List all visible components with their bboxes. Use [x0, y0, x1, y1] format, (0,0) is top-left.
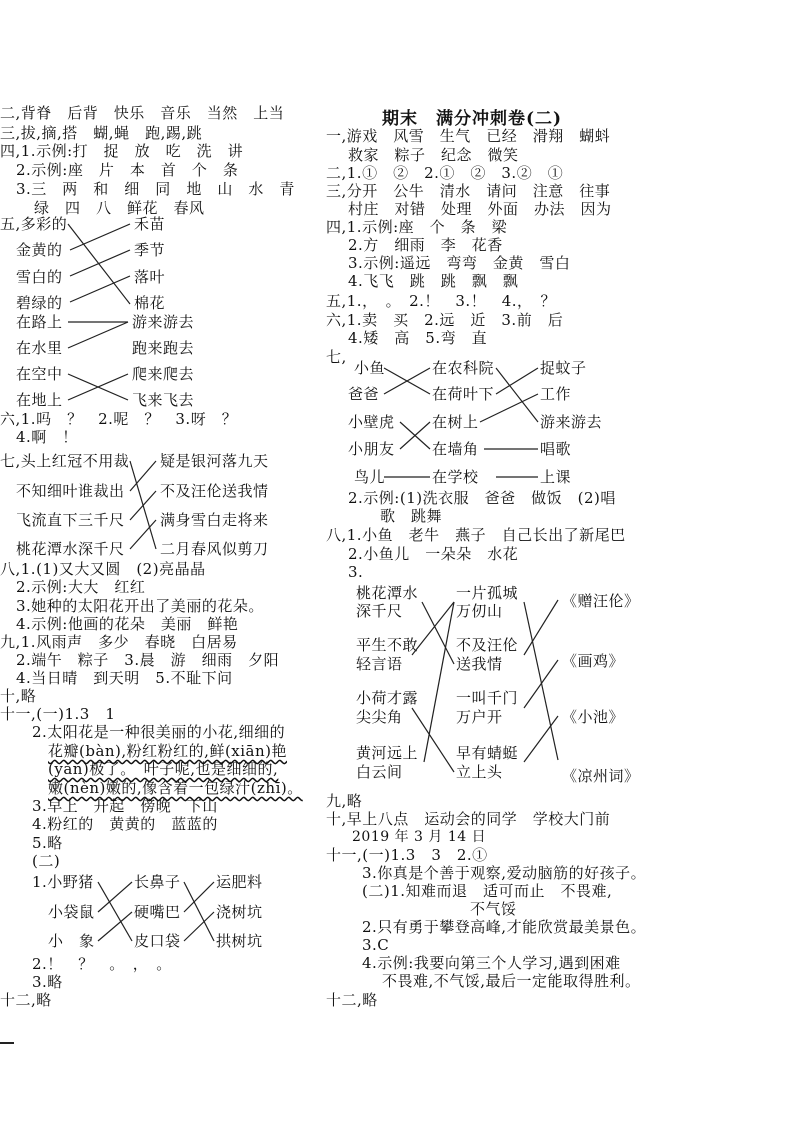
animal-right-1: 运肥料 — [216, 873, 263, 891]
match2-left-2: 在水里 — [16, 339, 63, 357]
q1-6: 尖尖角 — [356, 708, 403, 726]
q11-2-answer: 2.太阳花是一种很美丽的小花,细细的 — [32, 723, 286, 741]
animal-mid-3: 皮口袋 — [134, 932, 181, 950]
r-q4-3-answer: 3.示例:遥远 弯弯 金黄 雪白 — [348, 254, 571, 272]
q1-8: 白云间 — [356, 763, 403, 781]
match1-right-2: 季节 — [134, 241, 166, 259]
q4-3-answer: 3.三 两 和 细 同 地 山 水 青 — [16, 180, 295, 198]
page-edge-mark — [0, 1042, 14, 1044]
q11-1-answer: 十一,(一)1.3 1 — [0, 705, 116, 723]
match1-left-4: 碧绿的 — [16, 294, 63, 312]
r-q11-part2-2-answer: 2.只有勇于攀登高峰,才能欣赏最美景色。 — [362, 918, 647, 936]
q9-1-answer: 九,1.风雨声 多少 春晓 白居易 — [0, 633, 238, 651]
match-line — [496, 368, 538, 422]
q2-4: 送我情 — [456, 655, 503, 673]
poem-right-3: 满身雪白走将来 — [160, 511, 269, 529]
match2-right-3: 爬来爬去 — [132, 365, 195, 383]
match-line — [184, 882, 214, 941]
s1-2: 爸爸 — [348, 385, 380, 403]
animal-left-2: 小袋鼠 — [48, 903, 95, 921]
match2-right-1: 游来游去 — [132, 313, 195, 331]
match-line — [98, 882, 132, 941]
match-line — [130, 491, 156, 520]
match-line — [68, 322, 128, 348]
s2-4: 在墙角 — [432, 440, 479, 458]
q10-answer: 十,略 — [0, 687, 37, 705]
match-line — [422, 602, 454, 664]
s3-3: 游来游去 — [540, 413, 603, 431]
match-line — [184, 912, 214, 941]
q6-answer: 六,1.吗 ？ 2.呢 ？ 3.呀 ？ — [0, 410, 238, 428]
q11-2-answer-cont1: 花瓣(bàn),粉红粉红的,鲜(xiān)艳 — [48, 742, 288, 760]
r-q7-2-answer-cont: 歌 跳舞 — [380, 507, 443, 525]
r-q11-part2-1-cont: 不气馁 — [470, 900, 517, 918]
match1-right-4: 棉花 — [134, 294, 166, 312]
q2-1: 一片孤城 — [456, 584, 519, 602]
q2-3: 不及汪伦 — [456, 636, 519, 654]
r-q11-part2-4-answer: 4.示例:我要向第三个人学习,遇到困难 — [362, 954, 621, 972]
q11-3-answer: 3.早上 开起 傍晚 下山 — [32, 797, 218, 815]
q1-7: 黄河远上 — [356, 744, 419, 762]
q2-6: 万户开 — [456, 708, 503, 726]
q8-3-answer: 3.她种的太阳花开出了美丽的花朵。 — [16, 597, 264, 615]
q11-2-answer-cont3: 嫩(nèn)嫩的,像含着一包绿汁(zhī)。 — [48, 779, 303, 797]
match1-right-3: 落叶 — [134, 268, 166, 286]
q11-5-answer: 5.略 — [32, 834, 63, 852]
q11-part2-label: (二) — [32, 852, 61, 870]
r-q4-1-answer: 四,1.示例:座 个 条 梁 — [326, 218, 508, 236]
r-q7-label: 七, — [326, 348, 347, 366]
r-q11-part2-1-answer: (二)1.知难而退 适可而止 不畏难, — [362, 882, 613, 900]
q8-4-answer: 4.示例:他画的花朵 美丽 鲜艳 — [16, 615, 239, 633]
r-q8-3-label: 3. — [348, 563, 364, 581]
s2-2: 在荷叶下 — [432, 385, 495, 403]
s1-4: 小朋友 — [348, 440, 395, 458]
r-q1-answer: 一,游戏 风雪 生气 已经 滑翔 蝴蚪 — [326, 127, 611, 145]
q8-2-answer: 2.示例:大大 红红 — [16, 578, 146, 596]
r-q11-1-answer: 十一,(一)1.3 3 2.① — [326, 846, 488, 864]
q1-2: 深千尺 — [356, 602, 403, 620]
s1-3: 小壁虎 — [348, 413, 395, 431]
r-q11-3-answer: 3.你真是个善于观察,爱动脑筋的好孩子。 — [362, 864, 647, 882]
match-line — [424, 602, 454, 762]
match-line — [184, 882, 214, 912]
poem-left-1: 七,头上红冠不用裁 — [0, 452, 130, 470]
q8-1-answer: 八,1.(1)又大又圆 (2)亮晶晶 — [0, 560, 206, 578]
q2-2: 万仞山 — [456, 602, 503, 620]
q2-answer: 二,背脊 后背 快乐 音乐 当然 上当 — [0, 104, 285, 122]
match-line — [524, 660, 558, 708]
match-line — [70, 276, 130, 302]
match1-left-3: 雪白的 — [16, 268, 63, 286]
q11-2-answer-cont2: (yàn)极了。 叶子呢,也是细细的, — [48, 760, 279, 778]
q3-answer: 三,拔,摘,搭 蝴,蝇 跑,踢,跳 — [0, 124, 203, 142]
page-title: 期末 满分冲刺卷(二) — [382, 109, 563, 129]
match-line — [524, 602, 558, 760]
match1-right-1: 禾苗 — [134, 215, 166, 233]
r-q8-1-answer: 八,1.小鱼 老牛 燕子 自己长出了新尾巴 — [326, 526, 626, 544]
r-q6-4-answer: 4.矮 高 5.弯 直 — [348, 329, 488, 347]
q3-1: 《赠汪伦》 — [562, 592, 640, 610]
q12-answer: 十二,略 — [0, 991, 52, 1009]
poem-right-4: 二月春风似剪刀 — [160, 540, 269, 558]
poem-right-2: 不及汪伦送我情 — [160, 482, 269, 500]
s2-1: 在农科院 — [432, 359, 495, 377]
r-q7-2-answer: 2.示例:(1)洗衣服 爸爸 做饭 (2)唱 — [348, 489, 616, 507]
r-q4-2-answer: 2.方 细雨 李 花香 — [348, 236, 503, 254]
match-line — [70, 224, 130, 250]
q11-part2-2-answer: 2.！ ？ 。 ， 。 — [32, 955, 172, 973]
q11-part2-3-answer: 3.略 — [32, 973, 63, 991]
q3-2: 《画鸡》 — [562, 652, 625, 670]
r-q3-answer-cont: 村庄 对错 处理 外面 办法 因为 — [348, 200, 612, 218]
r-q11-part2-4-cont: 不畏难,不气馁,最后一定能取得胜利。 — [382, 972, 641, 990]
match2-right-4: 飞来飞去 — [132, 391, 195, 409]
r-q9-answer: 九,略 — [326, 792, 363, 810]
q9-2-answer: 2.端午 粽子 3.晨 游 细雨 夕阳 — [16, 651, 280, 669]
match2-right-2: 跑来跑去 — [132, 339, 195, 357]
animal-left-1: 1.小野猪 — [32, 873, 94, 891]
q1-5: 小荷才露 — [356, 689, 419, 707]
q2-8: 立上头 — [456, 763, 503, 781]
q3-3: 《小池》 — [562, 708, 625, 726]
q3-4: 《凉州词》 — [562, 767, 640, 785]
match-line — [412, 708, 454, 772]
q6-4-answer: 4.啊 ！ — [16, 428, 78, 446]
match-line — [98, 912, 132, 941]
q4-1-answer: 四,1.示例:打 捉 放 吃 洗 讲 — [0, 142, 244, 160]
r-q10-date: 2019 年 3 月 14 日 — [352, 829, 487, 845]
match1-left-2: 金黄的 — [16, 241, 63, 259]
s3-4: 唱歌 — [540, 440, 572, 458]
r-q10-answer: 十,早上八点 运动会的同学 学校大门前 — [326, 810, 611, 828]
s3-2: 工作 — [540, 385, 572, 403]
r-q2-answer: 二,1.① ② 2.① ② 3.② ① — [326, 164, 564, 182]
animal-right-3: 拱树坑 — [216, 932, 263, 950]
s3-1: 捉蚊子 — [540, 359, 587, 377]
poem-right-1: 疑是银河落九天 — [160, 452, 269, 470]
animal-right-2: 浇树坑 — [216, 903, 263, 921]
s2-3: 在树上 — [432, 413, 479, 431]
poem-left-3: 飞流直下三千尺 — [16, 511, 125, 529]
r-q11-part2-3-answer: 3.C — [362, 936, 390, 954]
r-q8-2-answer: 2.小鱼儿 一朵朵 水花 — [348, 545, 519, 563]
q9-4-answer: 4.当日晴 到天明 5.不耻下问 — [16, 669, 233, 687]
match-line — [412, 602, 454, 655]
match-line — [496, 368, 538, 394]
s1-1: 小鱼 — [354, 359, 386, 377]
r-q3-answer: 三,分开 公牛 清水 请问 注意 往事 — [326, 182, 611, 200]
r-q4-4-answer: 4.飞飞 跳 跳 飘 飘 — [348, 272, 519, 290]
r-q6-answer: 六,1.卖 买 2.远 近 3.前 后 — [326, 311, 564, 329]
animal-mid-2: 硬嘴巴 — [134, 903, 181, 921]
q1-4: 轻言语 — [356, 655, 403, 673]
q1-1: 桃花潭水 — [356, 584, 419, 602]
q1-3: 平生不敢 — [356, 636, 419, 654]
match2-left-3: 在空中 — [16, 365, 63, 383]
q2-5: 一叫千门 — [456, 689, 519, 707]
q2-7: 早有蜻蜓 — [456, 744, 519, 762]
match1-left-1: 五,多彩的 — [0, 215, 68, 233]
s2-5: 在学校 — [432, 468, 479, 486]
r-q12-answer: 十二,略 — [326, 991, 378, 1009]
poem-left-4: 桃花潭水深千尺 — [16, 540, 125, 558]
q4-3-answer-cont: 绿 四 八 鲜花 春风 — [34, 199, 205, 217]
s3-5: 上课 — [540, 468, 572, 486]
match-line — [98, 882, 132, 912]
q11-4-answer: 4.粉红的 黄黄的 蓝蓝的 — [32, 815, 218, 833]
animal-left-3: 小 象 — [48, 932, 95, 950]
match-line — [70, 250, 130, 276]
r-q1-answer-cont: 救家 粽子 纪念 微笑 — [348, 146, 519, 164]
poem-left-2: 不知细叶谁裁出 — [16, 482, 125, 500]
s1-5: 鸟儿 — [354, 468, 386, 486]
q4-2-answer: 2.示例:座 片 本 首 个 条 — [16, 161, 239, 179]
match2-left-1: 在路上 — [16, 313, 63, 331]
animal-mid-1: 长鼻子 — [134, 873, 181, 891]
match2-left-4: 在地上 — [16, 391, 63, 409]
match-line — [480, 394, 538, 422]
r-q5-answer: 五,1.， 。 2.！ 3.！ 4.， ？ — [326, 292, 557, 310]
